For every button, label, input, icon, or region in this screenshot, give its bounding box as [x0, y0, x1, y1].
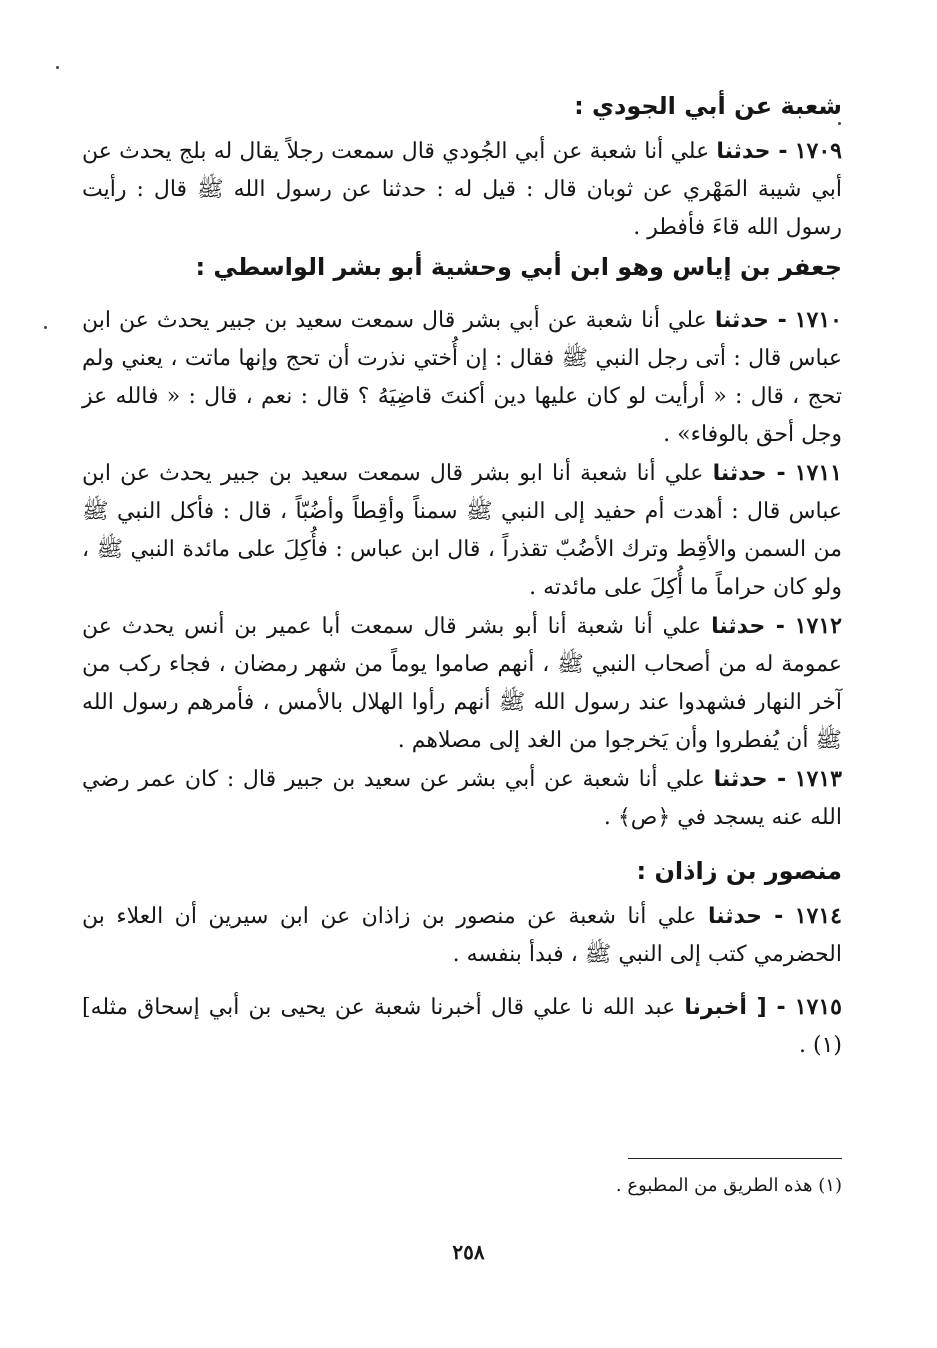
hadith-1710: ١٧١٠ - حدثنا علي أنا شعبة عن أبي بشر قال سمعت سعيد بن جبير يحدث عن ابن عباس قال : أتى رجل النبي ﷺ فقال : إن أُختي نذرت أن تحج وإنها ماتت ، يعني ولم تحج ، قال : « أرأيت لو كان عليها دين أكنتَ قاضِيَهُ ؟ قال : نعم ، قال : « فالله عز وجل أحق بالوفاء» .	[82, 307, 842, 447]
hadith-lead: حدثنا	[711, 614, 766, 639]
hadith-number: ١٧١١	[794, 460, 842, 486]
hadith-text: علي أنا شعبة أنا ابو بشر قال سمعت سعيد بن جبير يحدث عن ابن عباس قال : أهدت أم حفيد إلى النبي ﷺ سمناً وأقِطاً وأضُبّاً ، قال : فأكل النبي ﷺ من السمن والأقِط وترك الأضُبّ تقذراً ، قال ابن عباس : فأُكِلَ على مائدة النبي ﷺ ، ولو كان حراماً ما أُكِلَ على مائدته .	[82, 461, 842, 600]
footnote: (١) هذه الطريق من المطبوع .	[615, 1175, 842, 1196]
hadith-lead: حدثنا	[713, 767, 768, 792]
hadith-number: ١٧١٥	[794, 994, 842, 1020]
scan-speck	[44, 326, 47, 329]
hadith-lead: [ أخبرنا	[684, 995, 767, 1020]
hadith-number: ١٧١٠	[794, 307, 842, 333]
hadith-text: عبد الله نا علي قال أخبرنا شعبة عن يحيى بن أبي إسحاق مثله] (١) .	[82, 995, 842, 1058]
hadith-1713: ١٧١٣ - حدثنا علي أنا شعبة عن أبي بشر عن سعيد بن جبير قال : كان عمر رضي الله عنه يسجد في ﴿ص﴾ .	[82, 766, 842, 830]
hadith-1714: ١٧١٤ - حدثنا علي أنا شعبة عن منصور بن زاذان عن ابن سيرين أن العلاء بن الحضرمي كتب إلى النبي ﷺ ، فبدأ بنفسه .	[82, 903, 842, 967]
hadith-lead: حدثنا	[712, 461, 767, 486]
hadith-number: ١٧١٣	[794, 766, 842, 792]
hadith-1712: ١٧١٢ - حدثنا علي أنا شعبة أنا أبو بشر قال سمعت أبا عمير بن أنس يحدث عن عمومة له من أصحاب النبي ﷺ ، أنهم صاموا يوماً من شهر رمضان ، فجاء ركب من آخر النهار فشهدوا عند رسول الله ﷺ أنهم رأوا الهلال بالأمس ، فأمرهم رسول الله ﷺ أن يُفطروا وأن يَخرجوا من الغد إلى مصلاهم .	[82, 613, 842, 753]
page-number: ٢٥٨	[452, 1240, 485, 1264]
hadith-number: ١٧١٢	[794, 613, 842, 639]
hadith-lead: حدثنا	[707, 904, 763, 929]
hadith-text: علي أنا شعبة عن منصور بن زاذان عن ابن سيرين أن العلاء بن الحضرمي كتب إلى النبي ﷺ ، فبدأ بنفسه .	[82, 904, 842, 967]
page-body	[82, 86, 842, 1065]
hadith-lead: حدثنا	[714, 308, 769, 333]
hadith-text: علي أنا شعبة أنا أبو بشر قال سمعت أبا عمير بن أنس يحدث عن عمومة له من أصحاب النبي ﷺ ، أنهم صاموا يوماً من شهر رمضان ، فجاء ركب من آخر النهار فشهدوا عند رسول الله ﷺ أنهم رأوا الهلال بالأمس ، فأمرهم رسول الله ﷺ أن يُفطروا وأن يَخرجوا من الغد إلى مصلاهم .	[82, 614, 842, 753]
hadith-number: ١٧١٤	[794, 903, 842, 929]
hadith-1711: ١٧١١ - حدثنا علي أنا شعبة أنا ابو بشر قال سمعت سعيد بن جبير يحدث عن ابن عباس قال : أهدت أم حفيد إلى النبي ﷺ سمناً وأقِطاً وأضُبّاً ، قال : فأكل النبي ﷺ من السمن والأقِط وترك الأضُبّ تقذراً ، قال ابن عباس : فأُكِلَ على مائدة النبي ﷺ ، ولو كان حراماً ما أُكِلَ على مائدته .	[82, 460, 842, 600]
hadith-number: ١٧٠٩	[794, 138, 842, 164]
hadith-text: علي أنا شعبة عن أبي بشر قال سمعت سعيد بن جبير يحدث عن ابن عباس قال : أتى رجل النبي ﷺ فقال : إن أُختي نذرت أن تحج وإنها ماتت ، يعني ولم تحج ، قال : « أرأيت لو كان عليها دين أكنتَ قاضِيَهُ ؟ قال : نعم ، قال : « فالله عز وجل أحق بالوفاء» .	[82, 308, 842, 447]
hadith-1709: ١٧٠٩ - حدثنا علي أنا شعبة عن أبي الجُودي قال سمعت رجلاً يقال له بلج يحدث عن أبي شيبة المَهْري عن ثوبان قال : قيل له : حدثنا عن رسول الله ﷺ قال : رأيت رسول الله قاءَ فأفطر .	[82, 138, 842, 240]
hadith-lead: حدثنا	[716, 139, 771, 164]
section-heading: شعبة عن أبي الجودي :	[574, 92, 842, 120]
hadith-text: علي أنا شعبة عن أبي الجُودي قال سمعت رجلاً يقال له بلج يحدث عن أبي شيبة المَهْري عن ثوبان قال : قيل له : حدثنا عن رسول الله ﷺ قال : رأيت رسول الله قاءَ فأفطر .	[82, 139, 842, 240]
scan-speck	[56, 66, 59, 69]
hadith-text: علي أنا شعبة عن أبي بشر عن سعيد بن جبير قال : كان عمر رضي الله عنه يسجد في ﴿ص﴾ .	[82, 767, 842, 830]
scan-speck	[838, 122, 841, 125]
section-heading: منصور بن زاذان :	[636, 857, 842, 885]
footnote-divider	[628, 1158, 842, 1159]
section-heading: جعفر بن إياس وهو ابن أبي وحشية أبو بشر الواسطي :	[195, 253, 842, 281]
hadith-1715: ١٧١٥ - [ أخبرنا عبد الله نا علي قال أخبرنا شعبة عن يحيى بن أبي إسحاق مثله] (١) .	[82, 994, 842, 1058]
